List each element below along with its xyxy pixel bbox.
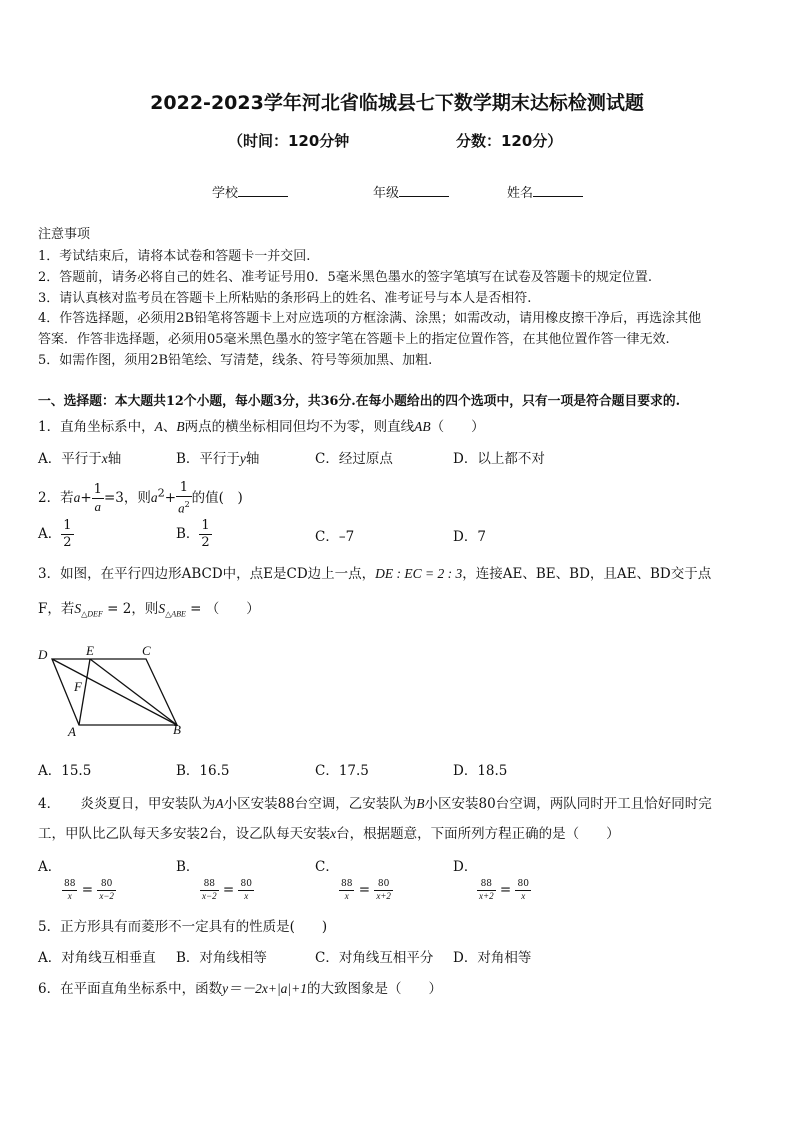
q1-option-c: C．经过原点	[315, 451, 393, 467]
school-label: 学校	[212, 186, 239, 201]
label-a: A	[68, 724, 76, 739]
q4-option-d: D． $\frac{88}{x+2}$ = $\frac{80}{x}$	[453, 859, 529, 901]
label-e: E	[86, 643, 94, 658]
name-label: 姓名	[507, 186, 534, 201]
q4-option-c: C． $\frac{88}{x}$ = $\frac{80}{x+2}$	[315, 859, 391, 901]
label-d: D	[38, 647, 48, 662]
q3-option-c: C．17.5	[315, 763, 369, 779]
q2-text-1: 2．若	[38, 490, 74, 507]
q2-option-d: D．7	[453, 529, 486, 545]
q5-option-b: B．对角线相等	[176, 950, 267, 966]
q2-option-c: C．–7	[315, 529, 355, 545]
q1-text-1: 1．直角坐标系中，	[38, 419, 155, 435]
question-4-cont: 工，甲队比乙队每天多安装2台，设乙队每天安装x台，根据题意，下面所列方程正确的是（ ）	[38, 826, 620, 842]
q2-option-a: A． $\frac{1}{2}$	[38, 518, 72, 550]
grade-blank	[399, 184, 449, 197]
q1-text-2: 两点的横坐标相同但均不为零，则直线	[184, 419, 415, 435]
q1-line-ab: AB	[414, 419, 431, 434]
notice-item-2: 2．答题前，请务必将自己的姓名、准考证号用0．5毫米黑色墨水的签字笔填写在试卷及答题卡的规定位置.	[38, 270, 652, 285]
q1-option-b: B．平行于y轴	[176, 451, 260, 467]
q3-ratio: DE : EC = 2 : 3	[375, 566, 463, 581]
q3-option-b: B．16.5	[176, 763, 230, 779]
q1-sep: 、	[162, 419, 177, 435]
question-2: 2．若a+ $\frac{1}{a}$ =3，则$a^2+$ $\frac{1}{a^2}$ 的值( )	[38, 480, 243, 516]
notice-item-1: 1．考试结束后，请将本试卷和答题卡一并交回.	[38, 249, 311, 264]
school-field	[212, 182, 288, 201]
q1-text-3: （ ）	[430, 419, 485, 435]
label-c: C	[142, 643, 151, 658]
q4-option-b: B． $\frac{88}{x-2}$ = $\frac{80}{x}$	[176, 859, 252, 901]
question-3: 3．如图，在平行四边形ABCD中，点E是CD边上一点，DE : EC = 2 : 3，连接AE、BE、BD，且AE、BD交于点	[38, 566, 712, 582]
label-b: B	[173, 722, 181, 737]
segment-bd	[52, 659, 177, 725]
exam-time: （时间：120分钟	[228, 132, 350, 150]
q5-option-c: C．对角线互相平分	[315, 950, 434, 966]
q4-option-a: A． $\frac{88}{x}$ = $\frac{80}{x-2}$	[38, 859, 114, 901]
q6-function: ＝－2x+|a|+1	[228, 981, 307, 996]
question-1	[38, 415, 485, 435]
exam-score: 分数：120分）	[456, 132, 563, 150]
q1-option-a: A．平行于x轴	[38, 451, 122, 467]
question-3-cont: F，若$S_{\triangle DEF} = 2$，则$S_{\triangle ABE}$ = （ ）	[38, 601, 260, 619]
page-title: 2022-2023学年河北省临城县七下数学期末达标检测试题	[150, 92, 644, 114]
q2-fraction-1: $\frac{1}{a}$	[93, 482, 102, 515]
notice-item-5: 5．如需作图，须用2B铅笔绘、写清楚，线条、符号等须加黑、加粗.	[38, 353, 433, 368]
name-field	[507, 182, 583, 201]
grade-label: 年级	[373, 186, 400, 201]
notice-item-4: 4．作答选择题，必须用2B铅笔将答题卡上对应选项的方框涂满、涂黑；如需改动，请用橡皮擦干净后，再选涂其他	[38, 311, 702, 326]
q1-option-d: D．以上都不对	[453, 451, 545, 467]
notice-heading: 注意事项	[38, 227, 91, 242]
label-f: F	[74, 679, 82, 694]
section-heading: 一、选择题：本大题共12个小题，每小题3分，共36分.在每小题给出的四个选项中，只有一项是符合题目要求的.	[38, 394, 681, 409]
q1-point-a: A	[154, 419, 163, 434]
notice-item-3: 3．请认真核对监考员在答题卡上所粘贴的条形码上的姓名、准考证号与本人是否相符.	[38, 291, 532, 306]
school-blank	[238, 184, 288, 197]
q5-option-d: D．对角相等	[453, 950, 532, 966]
question-5: 5．正方形具有而菱形不一定具有的性质是( )	[38, 919, 328, 935]
name-blank	[533, 184, 583, 197]
q2-option-b: B． $\frac{1}{2}$	[176, 518, 210, 550]
q3-option-d: D．18.5	[453, 763, 508, 779]
q1-point-b: B	[176, 419, 185, 434]
question-4: 4． 炎炎夏日，甲安装队为A小区安装88台空调，乙安装队为B小区安装80台空调，两队同时开工且恰好同时完	[38, 796, 712, 812]
q2-var-a: a	[73, 490, 81, 506]
notice-item-4-cont: 答案．作答非选择题，必须用05毫米黑色墨水的签字笔在答题卡上的指定位置作答，在其他位置作答一律无效.	[38, 332, 670, 347]
q3-option-a: A．15.5	[38, 763, 92, 779]
parallelogram-figure	[34, 640, 194, 740]
segment-be	[90, 659, 177, 725]
q5-option-a: A．对角线互相垂直	[38, 950, 156, 966]
q2-fraction-2: $\frac{1}{a^2}$	[178, 480, 190, 516]
grade-field	[373, 182, 449, 201]
question-6: 6．在平面直角坐标系中，函数y＝－2x+|a|+1的大致图象是（ ）	[38, 981, 442, 997]
